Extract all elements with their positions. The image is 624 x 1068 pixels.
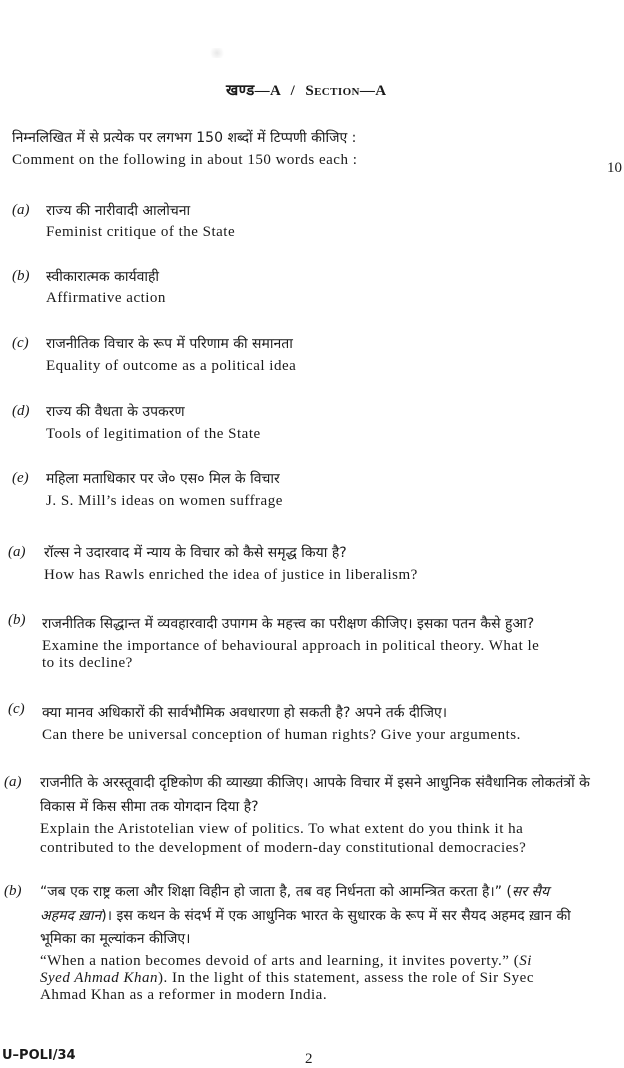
q1a-english: Feminist critique of the State xyxy=(46,224,236,240)
q1c-hindi: राजनीतिक विचार के रूप में परिणाम की समानता xyxy=(46,336,293,352)
q2c-english: Can there be universal conception of human rights? Give your arguments. xyxy=(42,727,521,743)
marks: 10 xyxy=(607,160,622,176)
q3a-english-line1: Explain the Aristotelian view of politics. To what extent do you think it ha xyxy=(40,821,524,837)
q3b-hindi-line2 xyxy=(40,906,571,925)
q2c-label: (c) xyxy=(8,701,25,717)
instruction-hindi: निम्नलिखित में से प्रत्येक पर लगभग 150 शब्दों में टिप्पणी कीजिए : xyxy=(12,130,357,146)
q1c-label: (c) xyxy=(12,335,29,351)
q3b-english-line1 xyxy=(40,953,532,970)
q2b-english-line1: Examine the importance of behavioural approach in political theory. What le xyxy=(42,638,540,654)
q3b-english-line2 xyxy=(40,970,534,987)
section-heading-english: Section—A xyxy=(305,83,387,99)
q1e-label: (e) xyxy=(12,470,29,486)
q3b-hindi-quote: “जब एक राष्ट्र कला और शिक्षा विहीन हो जाता है, तब वह निर्धनता को आमन्त्रित करता है।” ( xyxy=(40,884,512,900)
q3b-english-quote: “When a nation becomes devoid of arts and learning, it invites poverty.” ( xyxy=(40,953,520,969)
page-number: 2 xyxy=(305,1051,313,1067)
q2b-label: (b) xyxy=(8,612,26,628)
q3b-hindi-author-1: सर सैय xyxy=(511,884,550,900)
q1a-label: (a) xyxy=(12,202,30,218)
q3b-hindi-line1 xyxy=(40,882,549,901)
q3b-hindi-rest: )। इस कथन के संदर्भ में एक आधुनिक भारत के सुधारक के रूप में सर सैयद अहमद ख़ान की xyxy=(101,908,571,924)
q3a-hindi-line2: विकास में किस सीमा तक योगदान दिया है? xyxy=(40,799,259,815)
section-heading xyxy=(226,80,387,100)
q2a-english: How has Rawls enriched the idea of justice in liberalism? xyxy=(44,567,418,583)
q1e-english: J. S. Mill’s ideas on women suffrage xyxy=(46,493,283,509)
q3a-hindi-line1: राजनीति के अरस्तूवादी दृष्टिकोण की व्याख्या कीजिए। आपके विचार में इसने आधुनिक संवैधानिक लोकतंत्रों के xyxy=(40,775,590,791)
q2b-english-line2: to its decline? xyxy=(42,655,133,671)
q2a-label: (a) xyxy=(8,544,26,560)
instruction-english: Comment on the following in about 150 words each : xyxy=(12,152,358,168)
q1d-hindi: राज्य की वैधता के उपकरण xyxy=(46,404,185,420)
q1b-english: Affirmative action xyxy=(46,290,166,306)
section-heading-hindi: खण्ड—A xyxy=(226,83,281,99)
section-heading-separator: / xyxy=(290,83,296,99)
q3b-english-author-2: Syed Ahmad Khan xyxy=(40,970,159,986)
q3b-label: (b) xyxy=(4,883,22,899)
q1d-label: (d) xyxy=(12,403,30,419)
q3a-label: (a) xyxy=(4,774,22,790)
q1e-hindi: महिला मताधिकार पर जे० एस० मिल के विचार xyxy=(46,471,280,487)
q3a-english-line2: contributed to the development of modern-day constitutional democracies? xyxy=(40,840,527,856)
q2b-hindi: राजनीतिक सिद्धान्त में व्यवहारवादी उपागम के महत्त्व का परीक्षण कीजिए। इसका पतन कैसे हुआ? xyxy=(42,616,535,632)
paper-code: U–POLI/34 xyxy=(2,1048,76,1063)
q3b-english-line3: Ahmad Khan as a reformer in modern India. xyxy=(40,987,328,1003)
q2a-hindi: रॉल्स ने उदारवाद में न्याय के विचार को कैसे समृद्ध किया है? xyxy=(44,545,347,561)
q2c-hindi: क्या मानव अधिकारों की सार्वभौमिक अवधारणा हो सकती है? अपने तर्क दीजिए। xyxy=(42,705,448,721)
q3b-hindi-author-2: अहमद ख़ान xyxy=(40,908,102,924)
q1a-hindi: राज्य की नारीवादी आलोचना xyxy=(46,203,191,219)
q3b-hindi-line3: भूमिका का मूल्यांकन कीजिए। xyxy=(40,931,191,947)
q3b-english-author-1: Si xyxy=(519,953,532,969)
q1b-hindi: स्वीकारात्मक कार्यवाही xyxy=(46,269,160,285)
q3b-english-rest: ). In the light of this statement, assess the role of Sir Syec xyxy=(158,970,534,986)
q1b-label: (b) xyxy=(12,268,30,284)
scan-smudge xyxy=(208,48,226,58)
q1d-english: Tools of legitimation of the State xyxy=(46,426,261,442)
q1c-english: Equality of outcome as a political idea xyxy=(46,358,297,374)
